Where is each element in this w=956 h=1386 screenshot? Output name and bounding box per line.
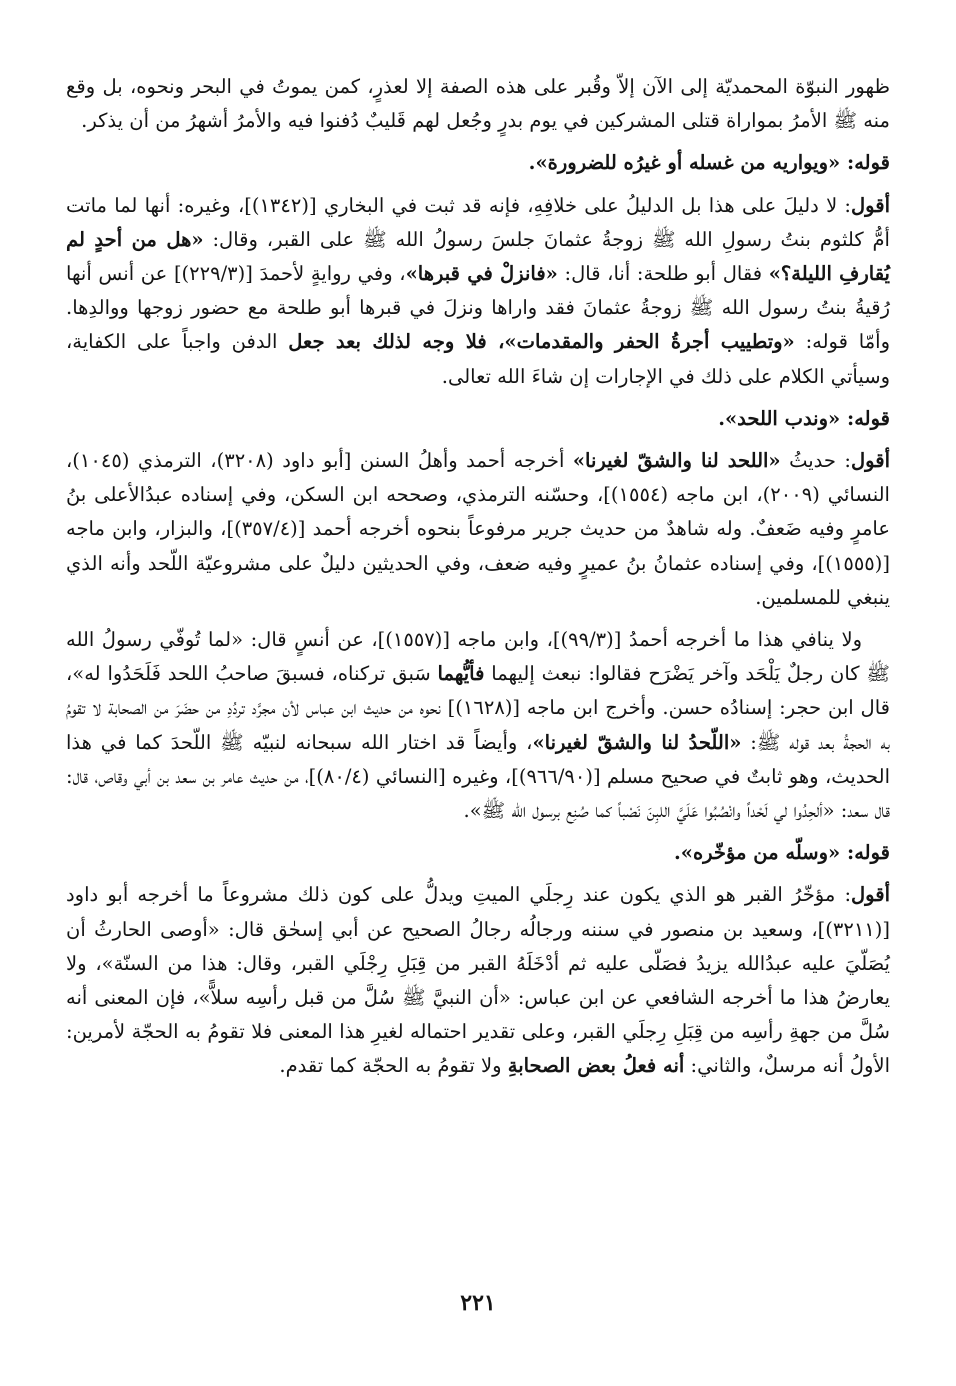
bold-text-segment: «فانزلْ في قبرها» [405,262,558,286]
text-segment: : لا دليلَ على هذا بل الدليلُ على خلافِهِ، فإنه قد ثبت في البخاري [(١٣٤٢)]، وغيره: أنها لما ماتت أمُّ كلثوم بنتُ رسولِ الله ﷺ زوجةُ عثمانَ جلسَ رسولُ الله ﷺ على القبر، وقال: [66,193,890,251]
text-segment: ولا تقومُ به الحجّة كما تقدم. [279,1054,508,1078]
bold-text-segment: قوله: «وندب اللحد». [718,406,890,430]
paragraph-p4 [66,402,890,436]
paragraph-p2 [66,146,890,180]
page-body-text [66,70,890,1084]
bold-text-segment: «هل من أحدٍ لم يُقارفِ الليلة؟» [66,227,890,286]
text-segment: ، وأيضاً قد اختار الله سبحانه لنبيّه ﷺ اللّحدَ كما في هذا الحديث، وهو ثابتٌ في صحيح مسلم [(٩٦٦/٩٠)]، وغيره [النسائي (٨٠/٤)]، من حديث عامر بن سعد بن أبي وقاص، قال: قال سعد: «ألحِدُوا لي لَحْداً وانْصُبُوا عَلَيَّ اللبِنَ نَصْباً كما صُنِع برسول الله ﷺ». [66,730,890,823]
paragraph-p3 [66,189,890,394]
text-segment: ، وفي روايةٍ لأحمدَ [(٢٢٩/٣)] عن أنس أنها رُقيةُ بنتُ رسول الله ﷺ زوجةُ عثمانَ فقد واراها ونزلَ في قبرها أبو طلحة مع حضور زوجها ووالدِها. وأمّا قوله: [66,262,890,354]
text-segment: : حديثُ [780,449,852,473]
text-segment: : مؤخّرُ القبر هو الذي يكون عند رِجلَي الميتِ ويدلُّ على كون ذلك مشروعاً ما أخرجه أبو داود [(٣٢١١)]، وسعيد بن منصور في سننه ورجالُه رجالُ الصحيح عن أبي إسحٰق قال: «أوصى الحارثُ أن يُصَلّيَ عليه عبدُالله يزيدُ فصَلّى عليه ثم أدْخَلَهُ القبر من قِبَلِ رِجْلَي القبر، وقال: هذا من السنّة»، ولا يعارضُ هذا ما أخرجه الشافعي عن ابن عباس: «أن النبيَّ ﷺ سُلَّ من قبل رأسِه سلاًّ»، فإن المعنى أنه سُلَّ من جهةِ رأسِه من قِبَلِ رِجلَي القبر، وعلى تقدير احتماله لغيرِ هذا المعنى فلا تقومُ به الحجّة لأمرين: الأولُ أنه مرسلٌ، والثاني: [66,883,890,1078]
bold-text-segment: أنه فعلُ بعض الصحابةِ [507,1054,685,1078]
paragraph-p8 [66,878,890,1083]
text-segment: أخرجه أحمد وأهلُ السنن [أبو داود (٣٢٠٨)، الترمذي (١٠٤٥)، النسائي (٢٠٠٩)، ابن ماجه (١٥٥٤)]، وحسّنه الترمذي، وصححه ابن السكن، وفي إسناده عبدُالأعلى بنُ عامرٍ وفيه ضَعفٌ. وله شاهدٌ من حديث جرير مرفوعاً بنحوه أخرجه أحمد [(٣٥٧/٤)]، والبزار، وابن ماجه [(١٥٥٥)]، وفي إسناده عثمانُ بنُ عميرٍ وفيه ضعف، وفي الحديثين دليلٌ على مشروعيّة اللّحد وأنه الذي ينبغي للمسلمين. [66,449,890,609]
page-number: ٢٢١ [460,1290,496,1316]
text-segment: ظهور النبوّة المحمديّة إلى الآن إلاّ وقُبر على هذه الصفة إلا لعذرٍ، كمن يموتُ في البحر ونحوه، بل وقع منه ﷺ الأمرُ بمواراة قتلى المشركين في يوم بدرٍ وجُعل لهم قَليبٌ دُفنوا فيه والأمرُ أشهرُ من أن يذكر. [66,75,890,133]
bold-text-segment: أقول [851,883,890,907]
bold-text-segment: قوله: «ويواريه من غسله أو غيرُه للضرورة». [528,151,890,175]
paragraph-p1 [66,70,890,138]
paragraph-p5 [66,444,890,615]
bold-text-segment: «اللّحدُ لنا والشقّ لغيرنا» [532,730,742,754]
bold-text-segment: قوله: «وسلّه من مؤخّره». [673,841,890,865]
text-segment: ولا ينافي هذا ما أخرجه أحمدُ [(٩٩/٣)]، وابن ماجه [(١٥٥٧)]، عن أنسٍ قال: «لما تُوفّي رسولُ الله ﷺ كان رجلٌ يَلْحَد وآخر يَضْرَح فقالوا: نبعث إليهما [66,628,890,686]
bold-text-segment: أقول [851,193,890,217]
text-segment: سَبق تركناه، فسبقَ صاحبُ اللحد فَلَحَدُوا له»، قال ابن حجر: إسنادُه حسن. وأخرج ابن ماجه [(١٦٢٨)] نحوه من حديث ابن عباس لأن مجرَّد تردُدِ من حضَرَ من الصحابة لا تقومُ به الحجةُ بعد قوله ﷺ: [66,662,890,754]
bold-text-segment: أقول [851,449,890,473]
paragraph-p7 [66,836,890,870]
text-segment: فقال أبو طلحة: أنا، قال: [557,262,769,286]
bold-text-segment: «وتطييب أجرةُ الحفر والمقدمات»، فلا وجه لذلك بعد جعل [288,330,795,354]
bold-text-segment: فأيُّهما [437,662,485,686]
text-segment: الدفن واجباً على الكفاية، وسيأتي الكلام على ذلك في الإجارات إن شاءَ الله تعالى. [66,330,890,388]
bold-text-segment: «اللحد لنا والشقّ لغيرنا» [572,449,781,473]
paragraph-p6 [66,623,890,828]
